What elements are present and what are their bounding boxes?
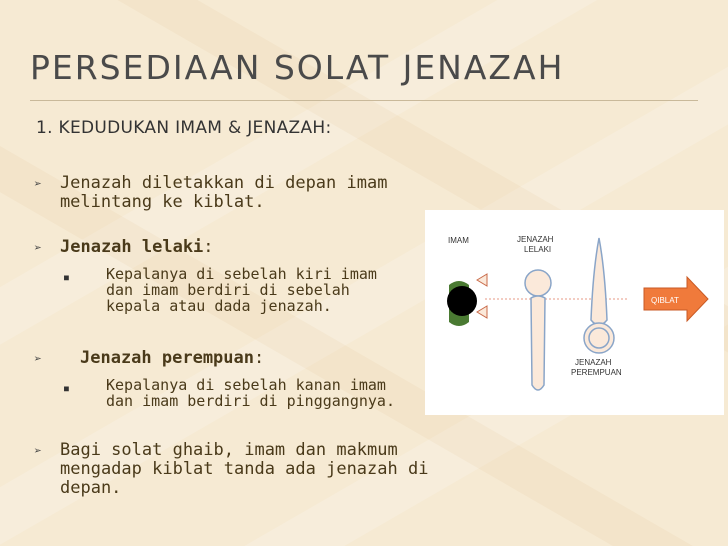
sub-bullet-lelaki: [64, 266, 396, 314]
bullet-colon: :: [203, 237, 214, 257]
jenazah-lelaki-figure: [525, 270, 551, 390]
label-imam: IMAM: [448, 236, 469, 245]
section-heading: 1. KEDUDUKAN IMAM & JENAZAH:: [36, 118, 332, 138]
square-bullet-icon: ■: [64, 273, 69, 282]
sub-bullet-text: Kepalanya di sebelah kiri imam dan imam berdiri di sebelah kepala atau dada jenazah.: [106, 265, 377, 315]
position-diagram: [425, 210, 724, 415]
arrow-bullet-icon: ➢: [34, 241, 42, 256]
square-bullet-icon: ■: [64, 384, 69, 393]
qiblat-label: QIBLAT: [651, 296, 679, 305]
title-divider: [30, 100, 698, 101]
bullet-heading: Jenazah perempuan: [80, 348, 254, 368]
bullet-colon: :: [254, 348, 265, 368]
label-jenazah-perempuan-2: PEREMPUAN: [571, 368, 622, 377]
bullet-jenazah-perempuan: [34, 349, 264, 369]
sub-bullet-perempuan: [64, 377, 411, 409]
jenazah-perempuan-figure: [584, 238, 614, 353]
arrow-bullet-icon: ➢: [34, 444, 42, 459]
arrow-bullet-icon: ➢: [34, 177, 42, 192]
bullet-text: Jenazah diletakkan di depan imam melintang ke kiblat.: [59, 173, 388, 212]
bullet-heading: Jenazah lelaki: [60, 237, 204, 257]
slide-title: PERSEDIAAN SOLAT JENAZAH: [30, 48, 565, 87]
qiblat-arrow: [644, 277, 708, 321]
imam-figure: [447, 274, 487, 326]
diagram-svg: [425, 210, 724, 415]
bullet-jenazah-lelaki: [34, 238, 214, 258]
bullet-solat-ghaib: [34, 441, 435, 498]
label-jenazah-lelaki-1: JENAZAH: [517, 235, 554, 244]
label-jenazah-lelaki-2: LELAKI: [524, 245, 552, 254]
label-jenazah-perempuan-1: JENAZAH: [575, 358, 612, 367]
bullet-text: Bagi solat ghaib, imam dan makmum mengadap kiblat tanda ada jenazah di depan.: [60, 440, 429, 498]
arrow-bullet-icon: ➢: [34, 352, 42, 367]
bullet-jenazah-position: [34, 174, 434, 212]
sub-bullet-text: Kepalanya di sebelah kanan imam dan imam berdiri di pinggangnya.: [106, 376, 395, 410]
